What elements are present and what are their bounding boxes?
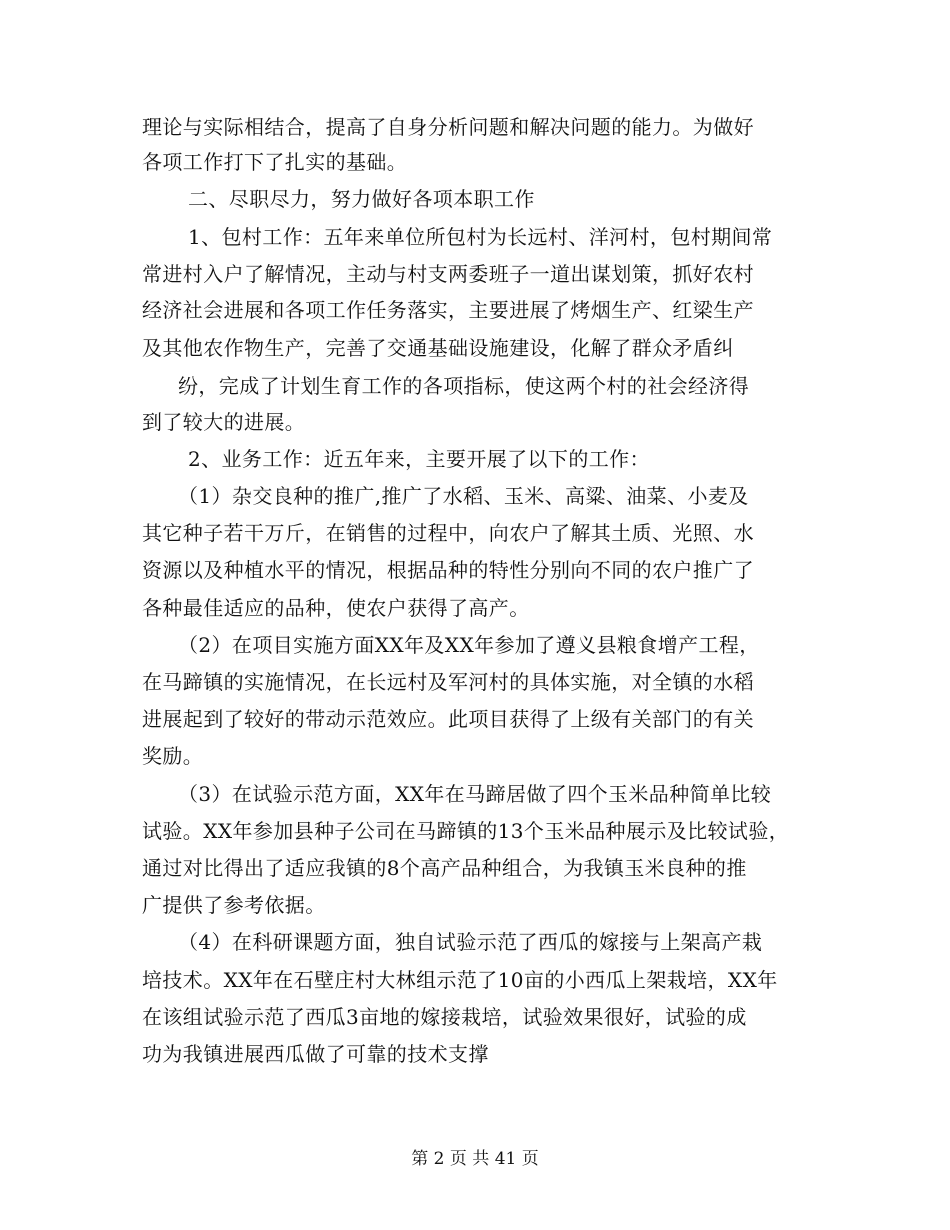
text-line: 奖励。	[142, 744, 204, 768]
text-line: 到了较大的进展。	[142, 410, 306, 434]
text-line: 通过对比得出了适应我镇的8个高产品种组合，为我镇玉米良种的推	[142, 856, 747, 880]
text-line: 在马蹄镇的实施情况，在长远村及军河村的具体实施，对全镇的水稻	[142, 670, 754, 694]
text-line: 及其他农作物生产，完善了交通基础设施建设，化解了群众矛盾纠	[142, 336, 734, 360]
text-line: （3）在试验示范方面，XX年在马蹄居做了四个玉米品种简单比较	[178, 782, 772, 806]
text-line: 经济社会进展和各项工作任务落实，主要进展了烤烟生产、红梁生产	[142, 298, 754, 322]
text-line: 功为我镇进展西瓜做了可靠的技术支撑	[142, 1042, 489, 1066]
section-heading: 二、尽职尽力，努力做好各项本职工作	[188, 187, 535, 211]
text-line: 常进村入户了解情况，主动与村支两委班子一道出谋划策，抓好农村	[142, 262, 754, 286]
text-line: 试验。XX年参加县种子公司在马蹄镇的13个玉米品种展示及比较试验，	[142, 819, 790, 843]
text-line: 资源以及种植水平的情况，根据品种的特性分别向不同的农户推广了	[142, 558, 754, 582]
text-line: 各种最佳适应的品种，使农户获得了高产。	[142, 596, 530, 620]
page-number: 第 2 页 共 41 页	[411, 1149, 539, 1169]
text-line: （1）杂交良种的推广,推广了水稻、玉米、高粱、油菜、小麦及	[178, 484, 749, 508]
text-line: 进展起到了较好的带动示范效应。此项目获得了上级有关部门的有关	[142, 707, 754, 731]
text-line: 各项工作打下了扎实的基础。	[142, 150, 408, 174]
text-line: 培技术。XX年在石壁庄村大林组示范了10亩的小西瓜上架栽培，XX年	[142, 968, 778, 992]
text-line: 2、业务工作：近五年来，主要开展了以下的工作：	[188, 447, 650, 471]
text-line: 纷，完成了计划生育工作的各项指标，使这两个村的社会经济得	[178, 374, 750, 398]
text-line: （2）在项目实施方面XX年及XX年参加了遵义县粮食增产工程，	[178, 633, 760, 657]
text-line: 广提供了参考依据。	[142, 893, 326, 917]
text-line: 1、包村工作：五年来单位所包村为长远村、洋河村，包村期间常	[188, 225, 773, 249]
text-line: 理论与实际相结合，提高了自身分析问题和解决问题的能力。为做好	[142, 115, 754, 139]
text-line: 在该组试验示范了西瓜3亩地的嫁接栽培，试验效果很好，试验的成	[142, 1005, 747, 1029]
text-line: 其它种子若干万斤，在销售的过程中，向农户了解其土质、光照、水	[142, 521, 754, 545]
text-line: （4）在科研课题方面，独自试验示范了西瓜的嫁接与上架高产栽	[178, 930, 763, 954]
